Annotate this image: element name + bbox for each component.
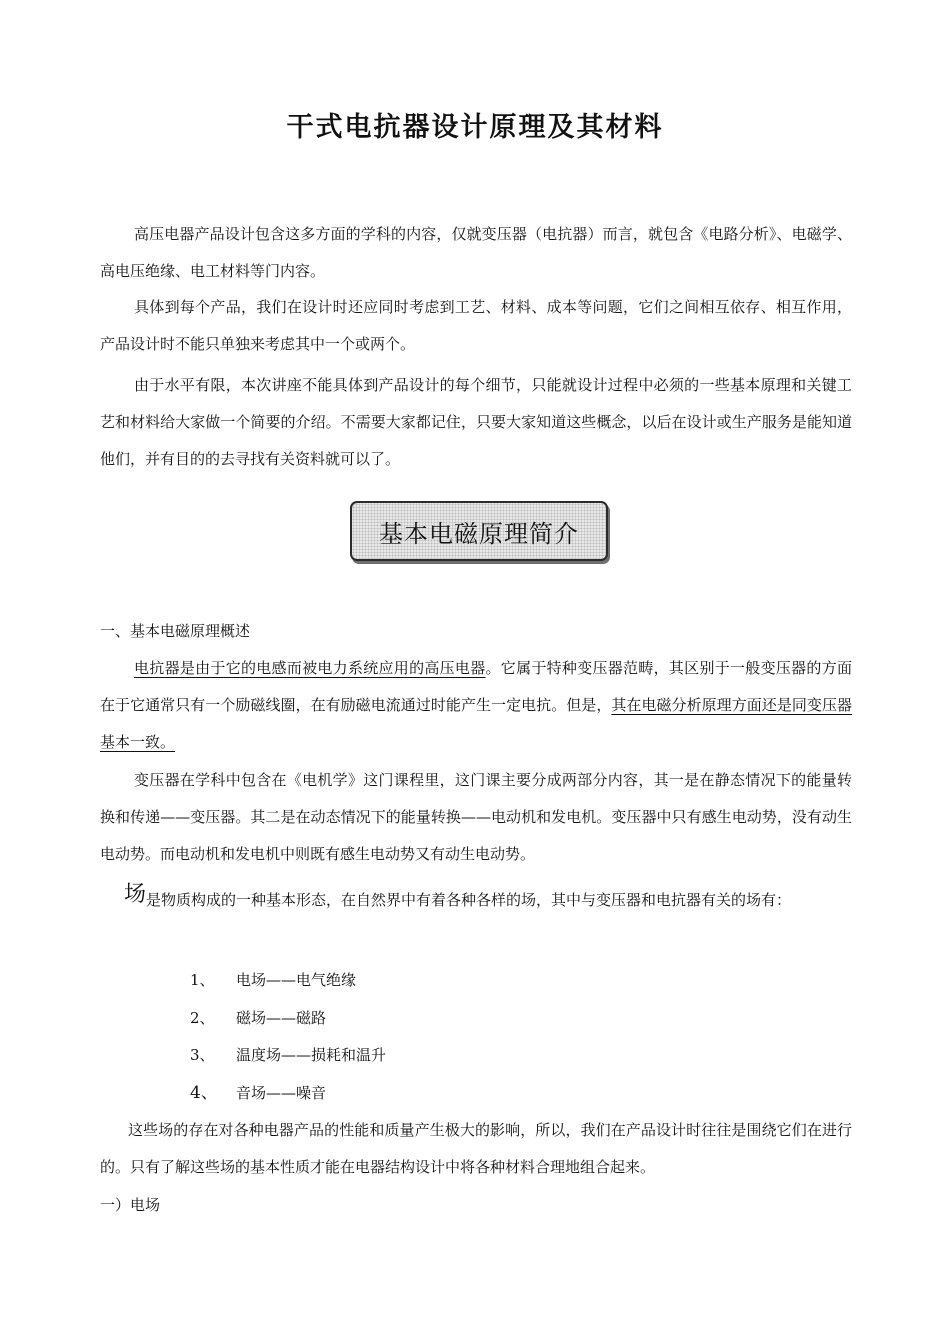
list-number: 1、 [190, 971, 215, 989]
intro-paragraph-2: 具体到每个产品，我们在设计时还应同时考虑到工艺、材料、成本等问题，它们之间相互依存、相互作用，产品设计时不能只单独来考虑其中一个或两个。 [100, 298, 852, 353]
underlined-definition: 电抗器是由于它的电感而被电力系统应用的高压电器 [134, 659, 486, 677]
transformer-paragraph: 变压器在学科中包含在《电机学》这门课程里，这门课主要分成两部分内容，其一是在静态情况下的能量转换和传递——变压器。其二是在动态情况下的能量转换——电动机和发电机。变压器中只有感生电动势，没有动生电动势。而电动机和发电机中则既有感生电动势又有动生电动势。 [100, 771, 852, 863]
section-title-box [350, 501, 608, 561]
list-text: 音场——噪音 [236, 1083, 327, 1102]
field-list [190, 962, 386, 1112]
list-item [190, 1037, 386, 1075]
intro-paragraph-3: 由于水平有限，本次讲座不能具体到产品设计的每个细节，只能就设计过程中必须的一些基本原理和关键工艺和材料给大家做一个简要的介绍。不需要大家都记住，只要大家知道这些概念，以后在设计或生产服务是能知道他们，并有目的的去寻找有关资料就可以了。 [100, 376, 852, 468]
underlined-principle: 其在电磁分析原理方面还是同变压器基本一致。 [100, 696, 852, 751]
document-title: 干式电抗器设计原理及其材料 [286, 112, 664, 143]
list-text: 磁场——磁路 [236, 1008, 327, 1027]
subsection-heading-electric-field: 一）电场 [100, 1196, 161, 1214]
list-number: 2、 [190, 1008, 215, 1027]
intro-paragraph-1: 高压电器产品设计包含这多方面的学科的内容，仅就变压器（电抗器）而言，就包含《电路分析》、电磁学、高电压绝缘、电工材料等门内容。 [100, 225, 852, 280]
list-item [190, 962, 386, 1000]
fields-impact-paragraph: 这些场的存在对各种电器产品的性能和质量产生极大的影响，所以，我们在产品设计时往往是围绕它们在进行的。只有了解这些场的基本性质才能在电器结构设计中将各种材料合理地组合起来。 [100, 1121, 852, 1176]
list-text: 温度场——损耗和温升 [236, 1046, 387, 1064]
list-number: 3、 [190, 1046, 215, 1064]
reactor-definition-paragraph [100, 650, 852, 761]
list-text: 电场——电气绝缘 [236, 971, 357, 989]
field-paragraph [100, 872, 852, 923]
list-item [190, 1000, 386, 1038]
field-big-char: 场 [124, 882, 147, 907]
list-item [190, 1075, 386, 1113]
section-heading-1: 一、基本电磁原理概述 [100, 622, 251, 640]
field-paragraph-text: 是物质构成的一种基本形态，在自然界中有着各种各样的场，其中与变压器和电抗器有关的场有： [146, 891, 792, 909]
section-title-text: 基本电磁原理简介 [379, 519, 579, 548]
list-number: 4、 [190, 1082, 218, 1103]
definition-continuation: 。它属于特种变压器范畴，其区别于一般变压器的方面在于它通常只有一个励磁线圈，在有励磁电流通过时能产生一定电抗。但是， [100, 659, 852, 714]
